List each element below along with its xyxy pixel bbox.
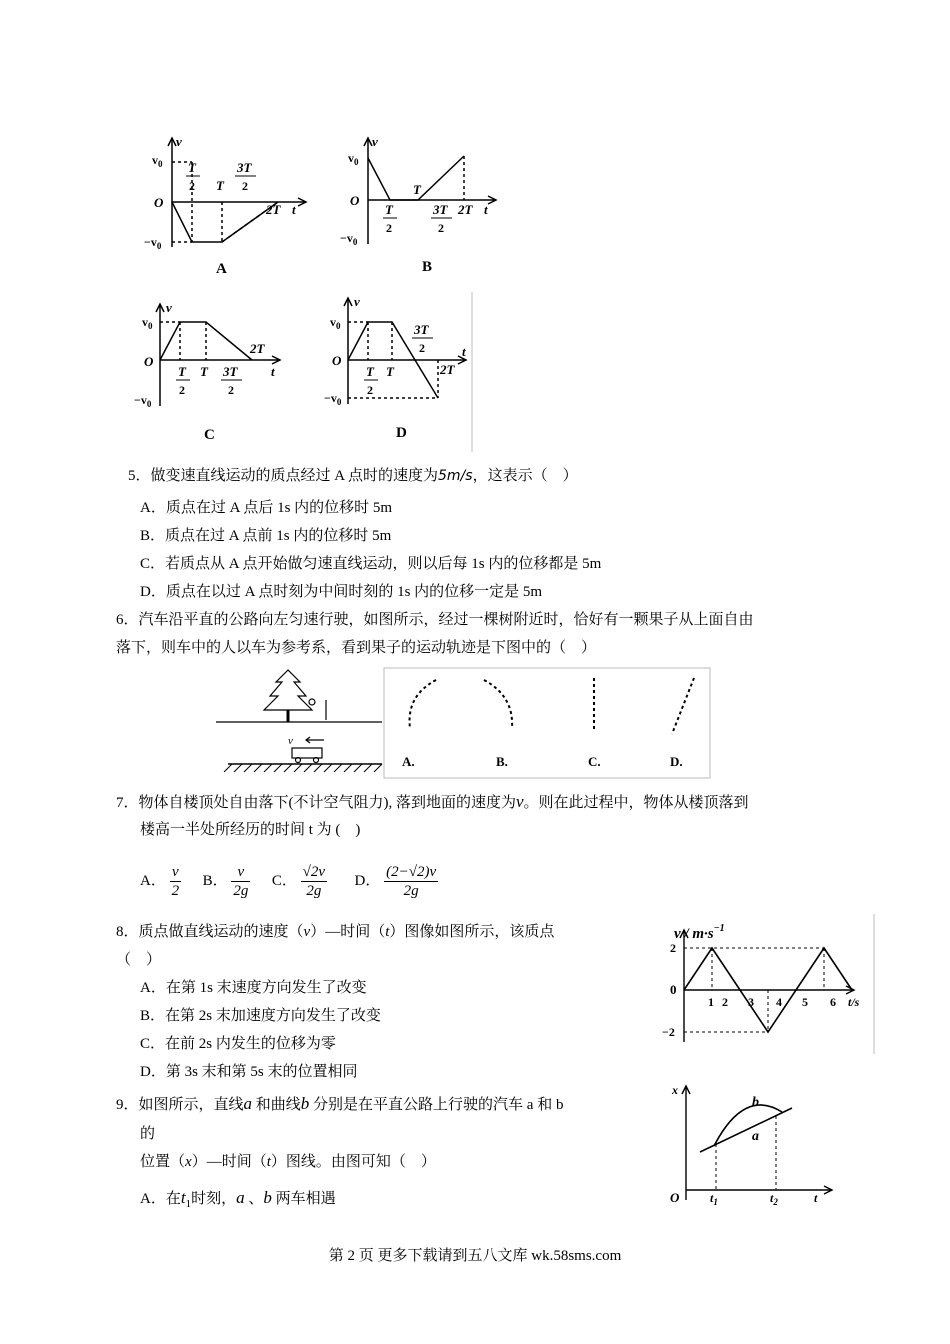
- q8-xlabel: t/s: [848, 995, 860, 1009]
- graph-d-v0: $v_0$: [330, 315, 341, 331]
- graph-c-neg-v0: $-v_0$: [134, 393, 152, 409]
- choice-c-label: C.: [588, 754, 601, 769]
- q8-y-pos: 2: [670, 941, 676, 955]
- q9-option-a-t1-sub: 1: [185, 1198, 192, 1210]
- trajectory-d: [672, 678, 694, 734]
- q8-line2: （ ）: [116, 952, 162, 968]
- q5-option-d: D．质点在以过 A 点时刻为中间时刻的 1s 内的位移一定是 5m: [140, 584, 543, 600]
- graph-a-v-label: v: [176, 134, 182, 149]
- q7-option-c-frac: $\frac{√2v}{2g}$: [302, 864, 326, 900]
- q7-option-a-label: A．: [140, 873, 166, 889]
- q9-option-a-mid: 时刻，: [191, 1191, 237, 1207]
- graph-d-t-mark: T: [386, 364, 394, 379]
- q8-t-var: t: [385, 924, 390, 940]
- q9-t2-label: $t_2$: [770, 1191, 778, 1207]
- choice-a-label: A.: [402, 754, 415, 769]
- graph-d-3t-den: 2: [419, 341, 425, 355]
- q6-figure: [212, 666, 714, 780]
- graph-a-half-t-num: T: [188, 160, 196, 175]
- graph-option-a: [140, 132, 320, 282]
- q7-line1-pre: 7．物体自楼顶处自由落下(不计空气阻力), 落到地面的速度为: [116, 795, 516, 811]
- graph-b-half-t-den: 2: [386, 221, 392, 235]
- graph-c-origin: O: [144, 354, 154, 369]
- graph-d-3t-num: 3T: [414, 322, 429, 337]
- q9-line1-mid: 和曲线: [252, 1097, 301, 1113]
- q9-option-a-post: 两车相遇: [271, 1191, 336, 1207]
- q9-origin: O: [670, 1190, 680, 1205]
- q8-vt-graph: [648, 914, 876, 1054]
- graph-a-neg-v0: $-v_0$: [144, 235, 162, 251]
- graph-a-label: A: [216, 261, 227, 277]
- graph-option-d: [326, 292, 476, 452]
- graph-a-2t: 2T: [266, 202, 281, 217]
- q7-line1-post: 。则在此过程中，物体从楼顶落到: [523, 795, 749, 811]
- graph-c-v-label: v: [166, 300, 172, 315]
- q9-line3-post: ）图线。由图可知（ ）: [270, 1154, 436, 1170]
- q9-a-label: a: [752, 1129, 759, 1144]
- q9-x-var: x: [185, 1154, 192, 1170]
- q9-t1-label: $t_1$: [710, 1191, 718, 1207]
- q8-tick-2: 2: [722, 995, 728, 1009]
- graph-a-3t-den: 2: [242, 179, 248, 193]
- graph-d-half-t-den: 2: [367, 383, 373, 397]
- q5-option-b: B．质点在过 A 点前 1s 内的位移时 5m: [140, 528, 392, 544]
- q9-line1-post: 分别是在平直公路上行驶的汽车 a 和 b: [309, 1097, 564, 1113]
- q9-option-a-sep: 、: [244, 1191, 264, 1207]
- q9-b-label: b: [752, 1095, 759, 1110]
- graph-d-half-t-num: T: [366, 364, 374, 379]
- q5-stem-math: 5m/s: [438, 468, 473, 484]
- graph-b-v0: $v_0$: [348, 151, 359, 167]
- q9-t-axis-label: t: [814, 1191, 818, 1205]
- q9-line3-mid: ）—时间（: [191, 1154, 267, 1170]
- graph-c-t-mark: T: [200, 364, 208, 379]
- q9-option-a-t1: t: [180, 1188, 186, 1207]
- graph-c-2t: 2T: [250, 341, 265, 356]
- q7-option-b-label: B．: [202, 873, 228, 889]
- graph-a-t-axis: t: [292, 202, 296, 217]
- q9-xt-graph: [664, 1078, 844, 1208]
- q9-option-a-a: a: [236, 1188, 245, 1207]
- graph-c-3t-num: 3T: [223, 364, 238, 379]
- graph-d-origin: O: [332, 353, 342, 368]
- q6-line2: 落下，则车中的人以车为参考系，看到果子的运动轨迹是下图中的（ ）: [116, 640, 597, 656]
- graph-b-3t-num: 3T: [433, 202, 448, 217]
- q8-tick-1: 1: [708, 995, 714, 1009]
- graph-option-c: [130, 298, 300, 448]
- q5-option-c: C．若质点从 A 点开始做匀速直线运动，则以后每 1s 内的位移都是 5m: [140, 556, 602, 572]
- graph-b-neg-v0: $-v_0$: [340, 231, 358, 247]
- q8-ylabel: $v / m\cdot s^{-1}$: [674, 923, 725, 942]
- graph-b-t-mark: T: [413, 182, 421, 197]
- trajectory-a: [410, 680, 436, 728]
- q9-b-var: b: [300, 1094, 310, 1113]
- q7-options: [140, 856, 438, 906]
- graph-b-half-t-num: T: [385, 202, 393, 217]
- q5-stem-post: ，这表示（ ）: [472, 468, 578, 484]
- graph-b-origin: O: [350, 193, 360, 208]
- q9-line2: 的: [140, 1126, 156, 1142]
- graph-a-t-mark: T: [216, 178, 224, 193]
- graph-a-half-t-den: 2: [189, 179, 195, 193]
- graph-d-2t: 2T: [440, 362, 455, 377]
- graph-d-label: D: [396, 425, 407, 441]
- graph-c-half-t-den: 2: [179, 383, 185, 397]
- q9-t-var: t: [266, 1154, 271, 1170]
- graph-a-v0: $v_0$: [152, 153, 163, 169]
- graph-b-label: B: [422, 259, 433, 275]
- q8-line1: [116, 922, 554, 942]
- graph-a-origin: O: [154, 195, 164, 210]
- choice-d-label: D.: [670, 754, 683, 769]
- q7-option-b-frac: $\frac{v}{2g}$: [233, 864, 249, 900]
- q8-tick-6: 6: [830, 995, 836, 1009]
- car-velocity-label: v: [288, 735, 293, 747]
- q5-option-a: A．质点在过 A 点后 1s 内的位移时 5m: [140, 500, 393, 516]
- graph-b-t-axis: t: [484, 202, 488, 217]
- graph-d-v-label: v: [354, 294, 360, 309]
- graph-c-v0: $v_0$: [142, 315, 153, 331]
- graph-b-2t: 2T: [458, 202, 473, 217]
- q9-option-a-pre: A．在: [140, 1191, 181, 1207]
- graph-b-3t-den: 2: [438, 221, 444, 235]
- graph-c-label: C: [204, 427, 215, 443]
- page-footer: 第 2 页 更多下载请到五八文库 wk.58sms.com: [328, 1248, 622, 1264]
- q9-line3: [140, 1152, 436, 1172]
- q9-x-axis-label: x: [672, 1083, 678, 1097]
- graph-c-half-t-num: T: [178, 364, 186, 379]
- q8-v-var: v: [303, 924, 311, 940]
- graph-d-neg-v0: $-v_0$: [324, 391, 342, 407]
- q7-option-d-frac: $\frac{(2-√2)v}{2g}$: [386, 864, 437, 900]
- graph-option-b: [338, 132, 518, 282]
- q7-option-d-label: D．: [354, 873, 381, 889]
- q8-line1-post: ）图像如图所示，该质点: [389, 924, 555, 940]
- q7-option-c-label: C．: [271, 873, 297, 889]
- q9-a-var: a: [243, 1094, 253, 1113]
- q9-option-a: [140, 1188, 336, 1214]
- q7-velocity-var: v: [516, 792, 524, 811]
- graph-c-t-axis: t: [271, 364, 275, 379]
- q5-stem: [128, 466, 578, 486]
- q8-option-a: A．在第 1s 末速度方向发生了改变: [140, 980, 367, 996]
- q8-origin: 0: [670, 982, 677, 997]
- q5-stem-pre: 5．做变速直线运动的质点经过 A 点时的速度为: [128, 468, 439, 484]
- graph-d-t-axis: t: [462, 344, 466, 359]
- q9-line1: [116, 1094, 563, 1115]
- graph-a-3t-num: 3T: [237, 160, 252, 175]
- q9-line1-pre: 9．如图所示，直线: [116, 1097, 244, 1113]
- graph-b-v-label: v: [372, 134, 378, 149]
- tree-scene: [216, 670, 382, 764]
- choice-b-label: B.: [496, 754, 508, 769]
- q6-line1: 6．汽车沿平直的公路向左匀速行驶，如图所示，经过一棵树附近时，恰好有一颗果子从上面自由: [116, 612, 754, 628]
- graph-c-3t-den: 2: [228, 383, 234, 397]
- q8-option-d: D．第 3s 末和第 5s 末的位置相同: [140, 1064, 358, 1080]
- q7-line2: 楼高一半处所经历的时间 t 为 ( ): [140, 822, 361, 838]
- q8-y-neg: −2: [662, 1025, 675, 1039]
- q8-option-b: B．在第 2s 末加速度方向发生了改变: [140, 1008, 381, 1024]
- q9-option-a-b: b: [263, 1188, 272, 1207]
- q9-line3-pre: 位置（: [140, 1154, 186, 1170]
- q8-tick-4: 4: [776, 995, 782, 1009]
- q8-line1-pre: 8．质点做直线运动的速度（: [116, 924, 304, 940]
- q7-line1: [116, 792, 749, 813]
- trajectory-b: [484, 680, 512, 728]
- q8-line1-mid: ）—时间（: [310, 924, 386, 940]
- q8-tick-3: 3: [748, 995, 754, 1009]
- q8-option-c: C．在前 2s 内发生的位移为零: [140, 1036, 336, 1052]
- q8-tick-5: 5: [802, 995, 808, 1009]
- q7-option-a-frac: $\frac{v}{2}$: [171, 864, 180, 900]
